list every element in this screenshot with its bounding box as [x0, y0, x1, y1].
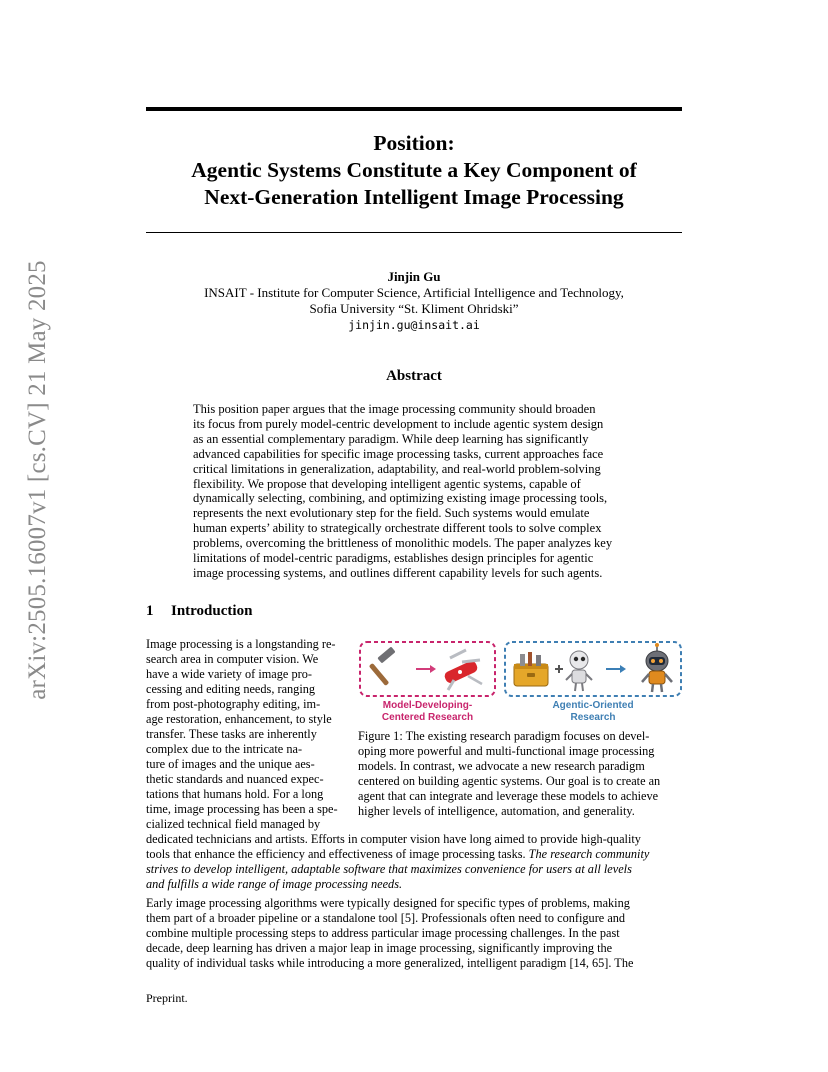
- toolbox-icon: [514, 652, 548, 686]
- body-line: complex due to the intricate na-: [146, 742, 303, 756]
- author-affiliation: INSAIT - Institute for Computer Science, Artificial Intelligence and Technology,: [204, 285, 624, 300]
- abstract-line: limitations of model-centric paradigms, establishes design principles for agentic: [193, 551, 594, 566]
- abstract-line: human experts’ ability to strategically orchestrate different tools to solve complex: [193, 521, 602, 536]
- emphasis-text: The research community: [528, 847, 650, 861]
- author-email[interactable]: jinjin.gu@insait.ai: [348, 318, 480, 332]
- author-name: Jinjin Gu: [387, 269, 441, 284]
- body-line: dedicated technicians and artists. Efforts in computer vision have long aimed to provide high-quality: [146, 832, 641, 846]
- body-line: search area in computer vision. We: [146, 652, 319, 666]
- body-line: cialized technical field managed by: [146, 817, 321, 831]
- section-number: 1: [146, 603, 154, 619]
- title-line: Next-Generation Intelligent Image Processing: [204, 185, 624, 209]
- title-bottom-rule: [146, 232, 682, 233]
- abstract-line: its focus from purely model-centric development to include agentic system design: [193, 416, 604, 431]
- arrow-right-icon: [606, 665, 626, 673]
- title-top-rule: [146, 107, 682, 111]
- body-line: ture of images and the unique aes-: [146, 757, 315, 771]
- intro-full-paragraph: [146, 832, 649, 892]
- body-line: cessing and editing needs, ranging: [146, 682, 316, 696]
- label-line: Agentic-Oriented: [552, 700, 634, 711]
- abstract-line: critical limitations in generalization, adaptability, and real-world problem-solving: [193, 461, 601, 476]
- arrow-right-icon: [416, 665, 436, 673]
- body-line: combine multiple processing steps to address particular image processing challenges. In the past: [146, 926, 620, 940]
- label-line: Model-Developing-: [382, 700, 473, 711]
- body-line: them part of a broader pipeline or a standalone tool [5]. Professionals often need to configure and: [146, 911, 626, 925]
- hammer-icon: [369, 647, 396, 687]
- emphasis-line: strives to develop intelligent, adaptable software that maximizes convenience for users at all levels: [146, 862, 632, 876]
- body-line: have a wide variety of image pro-: [146, 667, 312, 681]
- section-title: Introduction: [171, 603, 253, 619]
- caption-line: oping more powerful and multi-functional image processing: [358, 744, 655, 758]
- multitool-knife-icon: [443, 650, 482, 690]
- caption-line: Figure 1: The existing research paradigm focuses on devel-: [358, 729, 650, 743]
- body-line: [146, 847, 649, 862]
- paper-title: [146, 130, 682, 211]
- abstract-line: image processing systems, and outlines different capability levels for such agents.: [193, 565, 603, 580]
- title-line: Position:: [373, 131, 455, 155]
- arxiv-watermark: arXiv:2505.16007v1 [cs.CV] 21 May 2025: [24, 260, 51, 700]
- body-line: age restoration, enhancement, to style: [146, 712, 332, 726]
- plus-icon: [555, 665, 563, 673]
- model-developing-label: [362, 700, 493, 724]
- body-line: time, image processing has been a spe-: [146, 802, 338, 816]
- abstract-line: problems, overcoming the brittleness of monolithic models. The paper analyzes key: [193, 536, 613, 551]
- label-line: Research: [570, 712, 616, 723]
- label-line: Centered Research: [381, 712, 474, 723]
- emphasis-line: and fulfills a wide range of image processing needs.: [146, 877, 403, 891]
- abstract-line: This position paper argues that the image processing community should broaden: [193, 402, 596, 416]
- abstract-line: as an essential complementary paradigm. While deep learning has significantly: [193, 431, 589, 446]
- caption-line: agent that can integrate and leverage these models to achieve: [358, 789, 659, 803]
- body-line: Image processing is a longstanding re-: [146, 637, 336, 651]
- body-line: Early image processing algorithms were typically designed for specific types of problems, making: [146, 896, 630, 910]
- caption-line: centered on building agentic systems. Our goal is to create an: [358, 774, 661, 788]
- figure-1: [358, 640, 684, 728]
- robot-icon: [566, 651, 592, 691]
- intro-left-column: [146, 637, 349, 832]
- abstract-line: dynamically selecting, combining, and optimizing existing image processing tools,: [193, 491, 608, 506]
- author-block: [146, 269, 682, 333]
- abstract-line: represents the next evolutionary step for the field. Such systems would emulate: [193, 506, 590, 521]
- abstract-line: flexibility. We propose that developing intelligent agentic systems, capable of: [193, 476, 581, 491]
- body-line: from post-photography editing, im-: [146, 697, 321, 711]
- footer-preprint: Preprint.: [146, 991, 188, 1005]
- author-affiliation: Sofia University “St. Kliment Ohridski”: [309, 301, 519, 316]
- advanced-robot-icon: [642, 643, 672, 692]
- body-line: tations that humans hold. For a long: [146, 787, 324, 801]
- intro-paragraph-2: [146, 896, 633, 971]
- title-line: Agentic Systems Constitute a Key Component of: [191, 158, 637, 182]
- abstract-heading: Abstract: [386, 368, 442, 384]
- caption-line: higher levels of intelligence, automation, and generality.: [358, 804, 635, 818]
- body-text: tools that enhance the efficiency and effectiveness of image processing tasks.: [146, 847, 529, 861]
- agentic-oriented-label: [523, 700, 663, 724]
- body-line: transfer. These tasks are inherently: [146, 727, 317, 741]
- body-line: decade, deep learning has driven a major leap in image processing, significantly improving the: [146, 941, 613, 955]
- abstract-body: [193, 402, 635, 581]
- figure-1-caption: [358, 729, 684, 819]
- abstract-line: advanced capabilities for specific image processing tasks, current approaches face: [193, 446, 604, 461]
- section-heading: [146, 603, 252, 620]
- caption-line: models. In contrast, we advocate a new research paradigm: [358, 759, 645, 773]
- body-line: quality of individual tasks while introducing a more generalized, intelligent paradigm [14, 65]. The: [146, 956, 634, 970]
- body-line: thetic standards and nuanced expec-: [146, 772, 324, 786]
